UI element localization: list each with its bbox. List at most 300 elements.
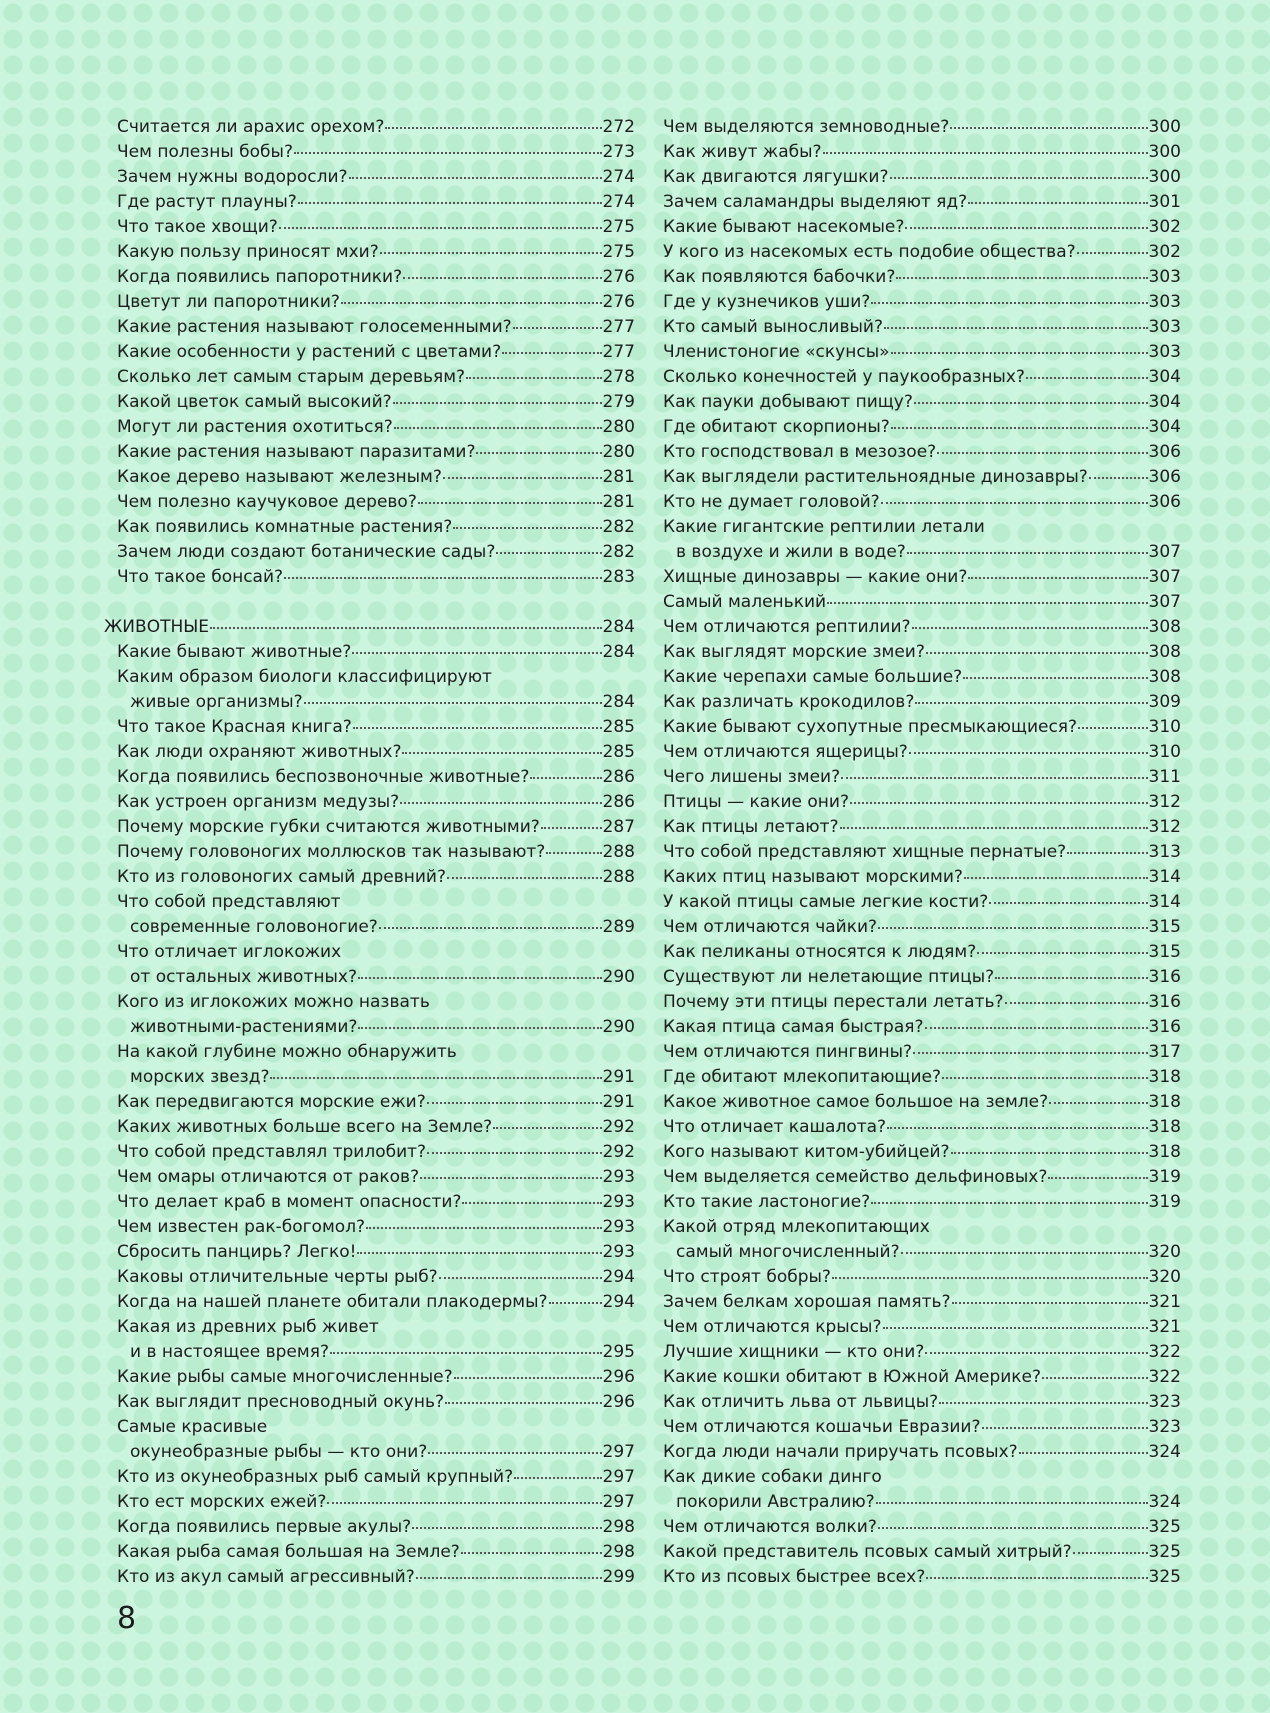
toc-page-number: 280 [602, 417, 635, 437]
dot-leader [353, 727, 602, 729]
toc-entry [117, 315, 635, 340]
toc-page-number: 293 [602, 1192, 635, 1212]
toc-page-number: 306 [1148, 442, 1181, 462]
toc-entry [117, 465, 635, 490]
toc-entry [117, 1465, 635, 1490]
dot-leader [968, 202, 1147, 204]
toc-entry [117, 1365, 635, 1390]
toc-entry-title: Чем полезно каучуковое дерево? [117, 492, 417, 512]
toc-entry [663, 1315, 1181, 1340]
toc-entry [117, 1340, 635, 1365]
dot-leader [1048, 1177, 1147, 1179]
toc-entry [663, 540, 1181, 565]
toc-entry-title: Какие бывают сухопутные пресмыкающиеся? [663, 717, 1078, 737]
dot-leader [850, 802, 1148, 804]
dot-leader [827, 602, 1147, 604]
toc-page-number: 285 [602, 717, 635, 737]
toc-entry [663, 1140, 1181, 1165]
toc-page-number: 310 [1148, 742, 1181, 762]
toc-entry-title: и в настоящее время? [130, 1342, 329, 1362]
toc-page-number: 303 [1148, 292, 1181, 312]
dot-leader [418, 502, 602, 504]
toc-entry-title: Какие рыбы самые многочисленные? [117, 1367, 453, 1387]
dot-leader [832, 1277, 1148, 1279]
toc-page-number: 314 [1148, 892, 1181, 912]
toc-page-number: 309 [1148, 692, 1181, 712]
toc-entry [663, 390, 1181, 415]
toc-entry [117, 165, 635, 190]
toc-entry [663, 665, 1181, 690]
toc-entry [663, 115, 1181, 140]
toc-entry [663, 1215, 1181, 1240]
toc-entry [663, 165, 1181, 190]
dot-leader [883, 1327, 1148, 1329]
toc-entry-title: Чем отличаются крысы? [663, 1317, 882, 1337]
toc-entry [117, 1140, 635, 1165]
toc-page-number: 287 [602, 817, 635, 837]
toc-entry-title: Какое дерево называют железным? [117, 467, 442, 487]
toc-entry [663, 190, 1181, 215]
toc-entry [117, 1040, 635, 1065]
toc-entry [663, 740, 1181, 765]
toc-entry [117, 365, 635, 390]
toc-entry-title: Чем отличаются рептилии? [663, 617, 911, 637]
dot-leader [841, 777, 1147, 779]
toc-entry [663, 590, 1181, 615]
toc-entry [663, 840, 1181, 865]
toc-entry-title: Какие бывают животные? [117, 642, 352, 662]
toc-entry [663, 1115, 1181, 1140]
toc-page-number: 313 [1148, 842, 1181, 862]
toc-page-number: 304 [1148, 392, 1181, 412]
dot-leader [925, 1352, 1147, 1354]
dot-leader [549, 1302, 602, 1304]
toc-entry [663, 1440, 1181, 1465]
toc-entry-title: морских звезд? [130, 1067, 270, 1087]
dot-leader [400, 802, 601, 804]
toc-entry [663, 1340, 1181, 1365]
dot-leader [357, 1252, 601, 1254]
toc-entry [117, 840, 635, 865]
dot-leader [394, 427, 602, 429]
toc-entry [663, 815, 1181, 840]
toc-entry-title: Что отличает иглокожих [117, 942, 342, 962]
toc-page-number: 318 [1148, 1117, 1181, 1137]
toc-page-number: 304 [1148, 367, 1181, 387]
toc-entry [117, 565, 635, 590]
dot-leader [907, 552, 1148, 554]
toc-page-number: 315 [1148, 942, 1181, 962]
toc-entry-title: Сбросить панцирь? Легко! [117, 1242, 357, 1262]
toc-page-number: 297 [602, 1467, 635, 1487]
toc-entry [117, 1065, 635, 1090]
toc-entry-title: Как пауки добывают пищу? [663, 392, 913, 412]
dot-leader [358, 977, 602, 979]
toc-entry [117, 640, 635, 665]
toc-entry-title: Как двигаются лягушки? [663, 167, 889, 187]
toc-page-number: 282 [602, 542, 635, 562]
dot-leader [995, 977, 1147, 979]
dot-leader [541, 827, 602, 829]
toc-entry-title: Как передвигаются морские ежи? [117, 1092, 426, 1112]
toc-page-number: 311 [1148, 767, 1181, 787]
toc-page-number: 316 [1148, 992, 1181, 1012]
toc-entry-title: Как устроен организм медузы? [117, 792, 400, 812]
page-number: 8 [117, 1601, 137, 1636]
toc-entry [663, 1565, 1181, 1590]
toc-entry [117, 115, 635, 140]
toc-page-number: 306 [1148, 492, 1181, 512]
toc-entry-title: Чем известен рак-богомол? [117, 1217, 366, 1237]
toc-entry-title: Сколько лет самым старым деревьям? [117, 367, 466, 387]
dot-leader [393, 402, 602, 404]
toc-page-number: 298 [602, 1542, 635, 1562]
dot-leader [1049, 1102, 1147, 1104]
toc-entry-title: от остальных животных? [130, 967, 357, 987]
toc-entry-title: Кто из псовых быстрее всех? [663, 1567, 926, 1587]
toc-entry [663, 1190, 1181, 1215]
toc-page-number: 296 [602, 1392, 635, 1412]
toc-entry-title: окунеобразные рыбы — кто они? [130, 1442, 428, 1462]
toc-right-column [663, 115, 1181, 1590]
toc-page-number: 307 [1148, 542, 1181, 562]
toc-page-number: 300 [1148, 117, 1181, 137]
dot-leader [968, 577, 1147, 579]
dot-leader [476, 452, 601, 454]
toc-entry [117, 1190, 635, 1215]
toc-page-number: 323 [1148, 1417, 1181, 1437]
toc-entry [663, 990, 1181, 1015]
toc-page-number: 298 [602, 1517, 635, 1537]
toc-entry-title: Как живут жабы? [663, 142, 822, 162]
toc-entry [117, 190, 635, 215]
toc-entry-title: Какая из древних рыб живет [117, 1317, 379, 1337]
dot-leader [461, 1552, 602, 1554]
toc-entry-title: Что отличает кашалота? [663, 1117, 887, 1137]
dot-leader [881, 502, 1148, 504]
toc-page-number: 322 [1148, 1367, 1181, 1387]
toc-entry-title: самый многочисленный? [676, 1242, 900, 1262]
toc-entry [117, 265, 635, 290]
toc-entry-title: Сколько конечностей у паукообразных? [663, 367, 1025, 387]
toc-entry [663, 215, 1181, 240]
toc-entry-title: Что собой представляют [117, 892, 341, 912]
toc-entry [117, 1515, 635, 1540]
toc-page-number: 275 [602, 217, 635, 237]
toc-page-number: 288 [602, 867, 635, 887]
toc-entry [117, 1565, 635, 1590]
toc-entry [663, 1015, 1181, 1040]
toc-page-number: 284 [602, 617, 635, 637]
toc-page-number: 290 [602, 1017, 635, 1037]
toc-entry [663, 715, 1181, 740]
toc-entry-title: Что собой представляют хищные пернатые? [663, 842, 1067, 862]
toc-entry-title: Почему эти птицы перестали летать? [663, 992, 1004, 1012]
toc-page-number: 279 [602, 392, 635, 412]
toc-entry-title: Какая птица самая быстрая? [663, 1017, 924, 1037]
toc-page-number: 325 [1148, 1517, 1181, 1537]
toc-entry-title: Зачем саламандры выделяют яд? [663, 192, 968, 212]
toc-entry-title: Где у кузнечиков уши? [663, 292, 871, 312]
toc-entry-title: Кто из головоногих самый древний? [117, 867, 446, 887]
dot-leader [416, 1577, 602, 1579]
toc-entry [117, 1015, 635, 1040]
toc-entry [663, 340, 1181, 365]
toc-page-number: 299 [602, 1567, 635, 1587]
toc-page-number: 274 [602, 167, 635, 187]
toc-entry-title: Какие бывают насекомые? [663, 217, 905, 237]
dot-leader [428, 1452, 601, 1454]
toc-page-number: 324 [1148, 1492, 1181, 1512]
dot-leader [327, 1502, 601, 1504]
toc-entry-title: Чем отличаются волки? [663, 1517, 877, 1537]
dot-leader [876, 1502, 1148, 1504]
toc-entry-title: Какой цветок самый высокий? [117, 392, 392, 412]
toc-entry [663, 865, 1181, 890]
toc-page-number: 308 [1148, 617, 1181, 637]
toc-page-number: 303 [1148, 267, 1181, 287]
toc-entry-title: Хищные динозавры — какие они? [663, 567, 968, 587]
toc-entry-title: Чем омары отличаются от раков? [117, 1167, 420, 1187]
toc-entry [117, 540, 635, 565]
toc-entry-title: Что такое бонсай? [117, 567, 284, 587]
toc-entry-title: Какой отряд млекопитающих [663, 1217, 930, 1237]
toc-entry [117, 1265, 635, 1290]
toc-entry [663, 1415, 1181, 1440]
dot-leader [840, 827, 1148, 829]
toc-entry-title: Чем отличаются чайки? [663, 917, 878, 937]
toc-entry-title: Кто из окунеобразных рыб самый крупный? [117, 1467, 514, 1487]
toc-entry [117, 1415, 635, 1440]
toc-entry-title: Как выглядят морские змеи? [663, 642, 925, 662]
section-gap [117, 590, 635, 615]
toc-entry [117, 240, 635, 265]
toc-page-number: 307 [1148, 567, 1181, 587]
dot-leader [462, 1202, 601, 1204]
toc-entry [117, 1440, 635, 1465]
toc-entry-title: Почему морские губки считаются животными? [117, 817, 540, 837]
dot-leader [385, 127, 601, 129]
toc-entry [663, 1515, 1181, 1540]
toc-page-number: 318 [1148, 1142, 1181, 1162]
toc-page-number: 293 [602, 1217, 635, 1237]
toc-entry-title: Когда на нашей планете обитали плакодермы? [117, 1292, 548, 1312]
dot-leader [284, 577, 601, 579]
toc-page-number: 322 [1148, 1342, 1181, 1362]
toc-entry [117, 1090, 635, 1115]
dot-leader [502, 352, 601, 354]
toc-entry [117, 1315, 635, 1340]
dot-leader [926, 1577, 1147, 1579]
toc-entry [663, 490, 1181, 515]
toc-entry [117, 440, 635, 465]
toc-section-heading [104, 615, 635, 640]
toc-entry-title: Какой представитель псовых самый хитрый? [663, 1542, 1072, 1562]
toc-page-number: 317 [1148, 1042, 1181, 1062]
toc-entry [663, 265, 1181, 290]
toc-entry [117, 790, 635, 815]
toc-entry-title: Какие гигантские рептилии летали [663, 517, 985, 537]
toc-entry [663, 915, 1181, 940]
toc-entry [117, 1290, 635, 1315]
toc-page-number: 307 [1148, 592, 1181, 612]
toc-page-number: 291 [602, 1067, 635, 1087]
dot-leader [453, 527, 601, 529]
toc-entry [117, 1215, 635, 1240]
toc-page-number: 300 [1148, 142, 1181, 162]
toc-page-number: 278 [602, 367, 635, 387]
toc-page-number: 316 [1148, 1017, 1181, 1037]
toc-entry-title: Что такое хвощи? [117, 217, 278, 237]
dot-leader [1073, 1552, 1148, 1554]
dot-leader [937, 452, 1147, 454]
toc-entry [117, 490, 635, 515]
toc-entry-title: Когда появились беспозвоночные животные? [117, 767, 530, 787]
toc-entry [117, 415, 635, 440]
toc-page-number: 275 [602, 242, 635, 262]
toc-page-number: 325 [1148, 1542, 1181, 1562]
toc-entry [663, 1165, 1181, 1190]
dot-leader [366, 1227, 601, 1229]
toc-left-column [104, 115, 635, 1590]
toc-entry-title: Как люди охраняют животных? [117, 742, 402, 762]
toc-entry-title: Какие кошки обитают в Южной Америке? [663, 1367, 1042, 1387]
toc-entry [117, 865, 635, 890]
dot-leader [454, 1377, 602, 1379]
toc-page-number: 306 [1148, 467, 1181, 487]
toc-page-number: 276 [602, 292, 635, 312]
dot-leader [982, 1427, 1148, 1429]
toc-page-number: 325 [1148, 1567, 1181, 1587]
toc-entry-title: Какое животное самое большое на земле? [663, 1092, 1049, 1112]
toc-entry-title: Каких птиц называют морскими? [663, 867, 963, 887]
toc-entry [117, 890, 635, 915]
dot-leader [298, 202, 602, 204]
dot-leader [951, 1152, 1148, 1154]
toc-entry [117, 1390, 635, 1415]
toc-entry [663, 140, 1181, 165]
toc-page-number: 296 [602, 1367, 635, 1387]
dot-leader [925, 1027, 1148, 1029]
toc-entry [663, 640, 1181, 665]
dot-leader [977, 952, 1147, 954]
toc-page-number: 293 [602, 1242, 635, 1262]
dot-leader [914, 402, 1148, 404]
toc-entry-title: Какие черепахи самые большие? [663, 667, 963, 687]
toc-entry-title: У кого из насекомых есть подобие общества? [663, 242, 1076, 262]
toc-entry-title: Чем отличаются пингвины? [663, 1042, 913, 1062]
toc-page-number: 292 [602, 1142, 635, 1162]
toc-page-number: 320 [1148, 1267, 1181, 1287]
toc-entry-title: Чем отличаются ящерицы? [663, 742, 908, 762]
toc-entry [117, 340, 635, 365]
toc-entry-title: Каковы отличительные черты рыб? [117, 1267, 438, 1287]
toc-entry-title: Что такое Красная книга? [117, 717, 352, 737]
toc-entry-title: Кого из иглокожих можно назвать [117, 992, 430, 1012]
toc-page-number: 303 [1148, 317, 1181, 337]
toc-page-number: 292 [602, 1117, 635, 1137]
toc-entry-title: Как дикие собаки динго [663, 1467, 882, 1487]
toc-page-number: 282 [602, 517, 635, 537]
toc-entry-title: Лучшие хищники — кто они? [663, 1342, 925, 1362]
dot-leader [447, 877, 602, 879]
toc-entry [663, 1090, 1181, 1115]
toc-page-number: 318 [1148, 1067, 1181, 1087]
toc-entry-title: Какую пользу приносят мхи? [117, 242, 379, 262]
toc-entry-title: Чем отличаются кошачьи Евразии? [663, 1417, 981, 1437]
toc-page-number: 297 [602, 1492, 635, 1512]
toc-entry [117, 990, 635, 1015]
toc-entry [117, 715, 635, 740]
toc-entry [663, 940, 1181, 965]
toc-entry-title: Как птицы летают? [663, 817, 839, 837]
toc-entry-title: Птицы — какие они? [663, 792, 849, 812]
toc-entry-title: Считается ли арахис орехом? [117, 117, 385, 137]
toc-entry [117, 740, 635, 765]
dot-leader [952, 1302, 1148, 1304]
toc-page-number: 319 [1148, 1167, 1181, 1187]
toc-entry [663, 365, 1181, 390]
toc-entry-title: Как появились комнатные растения? [117, 517, 453, 537]
toc-entry-title: Кто самый выносливый? [663, 317, 883, 337]
dot-leader [493, 1127, 601, 1129]
dot-leader [330, 1352, 602, 1354]
toc-entry-title: Кто господствовал в мезозое? [663, 442, 937, 462]
toc-entry-title: Цветут ли папоротники? [117, 292, 340, 312]
toc-entry [117, 515, 635, 540]
dot-leader [1005, 1002, 1148, 1004]
dot-leader [514, 1477, 601, 1479]
toc-entry-title: Чем полезны бобы? [117, 142, 293, 162]
toc-page-number: 289 [602, 917, 635, 937]
toc-page-number: 277 [602, 342, 635, 362]
toc-entry [117, 1490, 635, 1515]
dot-leader [1089, 477, 1148, 479]
dot-leader [496, 552, 601, 554]
toc-page-number: 316 [1148, 967, 1181, 987]
toc-page-number: 294 [602, 1292, 635, 1312]
dot-leader [939, 1402, 1147, 1404]
dot-leader [1026, 377, 1148, 379]
toc-page-number: 308 [1148, 642, 1181, 662]
toc-page-number: 314 [1148, 867, 1181, 887]
toc-entry-title: Как пеликаны относятся к людям? [663, 942, 977, 962]
dot-leader [891, 427, 1148, 429]
toc-entry [663, 1540, 1181, 1565]
dot-leader [513, 327, 602, 329]
dot-leader [1019, 1452, 1148, 1454]
toc-entry [117, 1240, 635, 1265]
dot-leader [942, 1077, 1148, 1079]
toc-entry [117, 665, 635, 690]
toc-entry [117, 1540, 635, 1565]
toc-entry [663, 1065, 1181, 1090]
toc-page-number: 277 [602, 317, 635, 337]
toc-entry-title: Кого называют китом-убийцей? [663, 1142, 950, 1162]
toc-page-number: 284 [602, 642, 635, 662]
toc-entry-title: Кто ест морских ежей? [117, 1492, 327, 1512]
toc-entry [663, 1365, 1181, 1390]
dot-leader [439, 1277, 602, 1279]
toc-page-number: 308 [1148, 667, 1181, 687]
toc-entry [663, 415, 1181, 440]
toc-entry [117, 1115, 635, 1140]
toc-page-number: 280 [602, 442, 635, 462]
toc-entry-title: Как отличить льва от львицы? [663, 1392, 939, 1412]
toc-page-number: 315 [1148, 917, 1181, 937]
toc-entry [663, 315, 1181, 340]
toc-page-number: 283 [602, 567, 635, 587]
